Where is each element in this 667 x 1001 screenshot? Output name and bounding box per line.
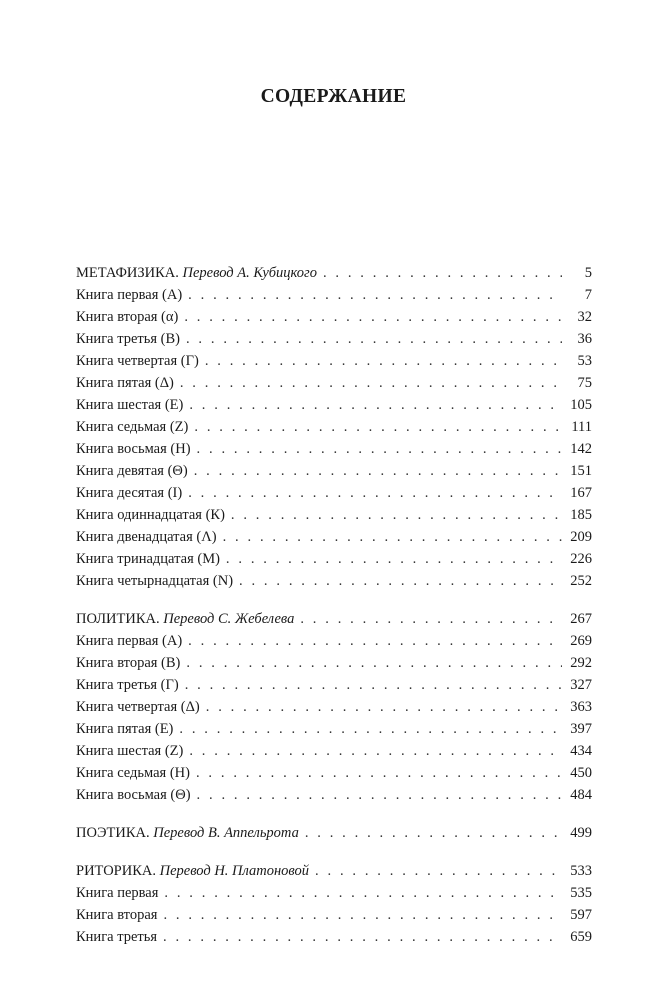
dot-leader — [197, 784, 562, 806]
translator-credit: Перевод С. Жебелева — [163, 611, 295, 627]
entry-label: Книга восьмая (Θ) — [76, 787, 191, 803]
page-number: 450 — [570, 765, 592, 781]
toc-entry[interactable] — [76, 882, 592, 904]
dot-leader — [189, 394, 562, 416]
entry-label: Книга пятая (Е) — [76, 721, 174, 737]
entry-label: Книга вторая (В) — [76, 655, 181, 671]
page-number: 5 — [584, 265, 592, 281]
toc-entry[interactable] — [76, 762, 592, 784]
dot-leader — [196, 762, 562, 784]
dot-leader — [185, 674, 562, 696]
dot-leader — [223, 526, 562, 548]
toc-section — [76, 822, 592, 844]
dot-leader — [231, 504, 562, 526]
section-title — [76, 822, 299, 844]
page-number: 53 — [577, 353, 592, 369]
toc-entry[interactable] — [76, 926, 592, 948]
dot-leader — [205, 350, 562, 372]
toc-entry[interactable] — [76, 904, 592, 926]
entry-label: Книга третья (Г) — [76, 677, 179, 693]
page-number: 185 — [570, 507, 592, 523]
section-title — [76, 608, 294, 630]
toc-section-heading[interactable] — [76, 822, 592, 844]
entry-label: Книга восьмая (Н) — [76, 441, 191, 457]
page-number: 226 — [570, 551, 592, 567]
dot-leader — [189, 740, 562, 762]
toc-entry[interactable] — [76, 696, 592, 718]
dot-leader — [188, 482, 562, 504]
section-name: ПОЛИТИКА. — [76, 611, 160, 627]
page-number: 269 — [570, 633, 592, 649]
dot-leader — [323, 262, 562, 284]
page-number: 252 — [570, 573, 592, 589]
section-title — [76, 860, 309, 882]
dot-leader — [300, 608, 562, 630]
page-number: 484 — [570, 787, 592, 803]
page-number: 397 — [570, 721, 592, 737]
toc-section-heading[interactable] — [76, 262, 592, 284]
dot-leader — [226, 548, 562, 570]
dot-leader — [194, 416, 562, 438]
entry-label: Книга третья (В) — [76, 331, 180, 347]
dot-leader — [179, 718, 562, 740]
entry-label: Книга вторая (α) — [76, 309, 179, 325]
entry-label: Книга десятая (I) — [76, 485, 183, 501]
page-number: 209 — [570, 529, 592, 545]
page-number: 535 — [570, 885, 592, 901]
section-name: РИТОРИКА. — [76, 863, 156, 879]
toc-entry[interactable] — [76, 328, 592, 350]
dot-leader — [180, 372, 562, 394]
toc-entry[interactable] — [76, 416, 592, 438]
dot-leader — [186, 652, 562, 674]
toc-entry[interactable] — [76, 526, 592, 548]
page-number: 499 — [570, 825, 592, 841]
dot-leader — [164, 882, 562, 904]
dot-leader — [315, 860, 562, 882]
page-number: 363 — [570, 699, 592, 715]
page-number: 327 — [570, 677, 592, 693]
dot-leader — [186, 328, 562, 350]
entry-label: Книга четвертая (Г) — [76, 353, 199, 369]
toc-entry[interactable] — [76, 740, 592, 762]
dot-leader — [239, 570, 562, 592]
entry-label: Книга четырнадцатая (N) — [76, 573, 234, 589]
entry-label: Книга третья — [76, 929, 158, 945]
dot-leader — [188, 630, 562, 652]
page-number: 267 — [570, 611, 592, 627]
toc-entry[interactable] — [76, 350, 592, 372]
section-title — [76, 262, 317, 284]
page-number: 597 — [570, 907, 592, 923]
toc-entry[interactable] — [76, 460, 592, 482]
page-number: 434 — [570, 743, 592, 759]
toc-entry[interactable] — [76, 394, 592, 416]
toc-entry[interactable] — [76, 784, 592, 806]
entry-label: Книга двенадцатая (Λ) — [76, 529, 217, 545]
toc-section-heading[interactable] — [76, 608, 592, 630]
toc-entry[interactable] — [76, 718, 592, 740]
entry-label: Книга одиннадцатая (К) — [76, 507, 225, 523]
toc-section — [76, 262, 592, 592]
toc-entry[interactable] — [76, 372, 592, 394]
page-number: 32 — [577, 309, 592, 325]
dot-leader — [188, 284, 562, 306]
page-number: 659 — [570, 929, 592, 945]
entry-label: Книга тринадцатая (М) — [76, 551, 220, 567]
dot-leader — [197, 438, 562, 460]
entry-label: Книга седьмая (Z) — [76, 419, 189, 435]
entry-label: Книга девятая (Θ) — [76, 463, 188, 479]
dot-leader — [206, 696, 562, 718]
entry-label: Книга первая — [76, 885, 159, 901]
page-number: 167 — [570, 485, 592, 501]
page-number: 111 — [571, 419, 592, 435]
translator-credit: Перевод В. Аппельрота — [153, 825, 299, 841]
table-of-contents — [76, 262, 592, 964]
section-name: ПОЭТИКА. — [76, 825, 150, 841]
page-number: 533 — [570, 863, 592, 879]
entry-label: Книга седьмая (Н) — [76, 765, 190, 781]
toc-entry[interactable] — [76, 630, 592, 652]
toc-entry[interactable] — [76, 504, 592, 526]
toc-entry[interactable] — [76, 306, 592, 328]
page-title: СОДЕРЖАНИЕ — [260, 86, 407, 107]
entry-label: Книга шестая (Z) — [76, 743, 184, 759]
translator-credit: Перевод Н. Платоновой — [159, 863, 310, 879]
entry-label: Книга пятая (Δ) — [76, 375, 174, 391]
dot-leader — [184, 306, 562, 328]
entry-label: Книга первая (А) — [76, 633, 183, 649]
page-number: 292 — [570, 655, 592, 671]
toc-entry[interactable] — [76, 652, 592, 674]
translator-credit: Перевод А. Кубицкого — [182, 265, 317, 281]
toc-section — [76, 860, 592, 948]
page-number: 151 — [570, 463, 592, 479]
page-number: 75 — [577, 375, 592, 391]
dot-leader — [163, 926, 562, 948]
toc-entry[interactable] — [76, 438, 592, 460]
entry-label: Книга первая (А) — [76, 287, 183, 303]
page-number: 7 — [584, 287, 592, 303]
toc-entry[interactable] — [76, 482, 592, 504]
entry-label: Книга шестая (Е) — [76, 397, 184, 413]
page-number: 36 — [577, 331, 592, 347]
entry-label: Книга четвертая (Δ) — [76, 699, 200, 715]
toc-entry[interactable] — [76, 570, 592, 592]
dot-leader — [305, 822, 562, 844]
toc-entry[interactable] — [76, 674, 592, 696]
dot-leader — [163, 904, 562, 926]
page-number: 105 — [570, 397, 592, 413]
toc-section-heading[interactable] — [76, 860, 592, 882]
toc-entry[interactable] — [76, 284, 592, 306]
section-name: МЕТАФИЗИКА. — [76, 265, 179, 281]
toc-section — [76, 608, 592, 806]
toc-entry[interactable] — [76, 548, 592, 570]
entry-label: Книга вторая — [76, 907, 158, 923]
dot-leader — [194, 460, 562, 482]
page-number: 142 — [570, 441, 592, 457]
